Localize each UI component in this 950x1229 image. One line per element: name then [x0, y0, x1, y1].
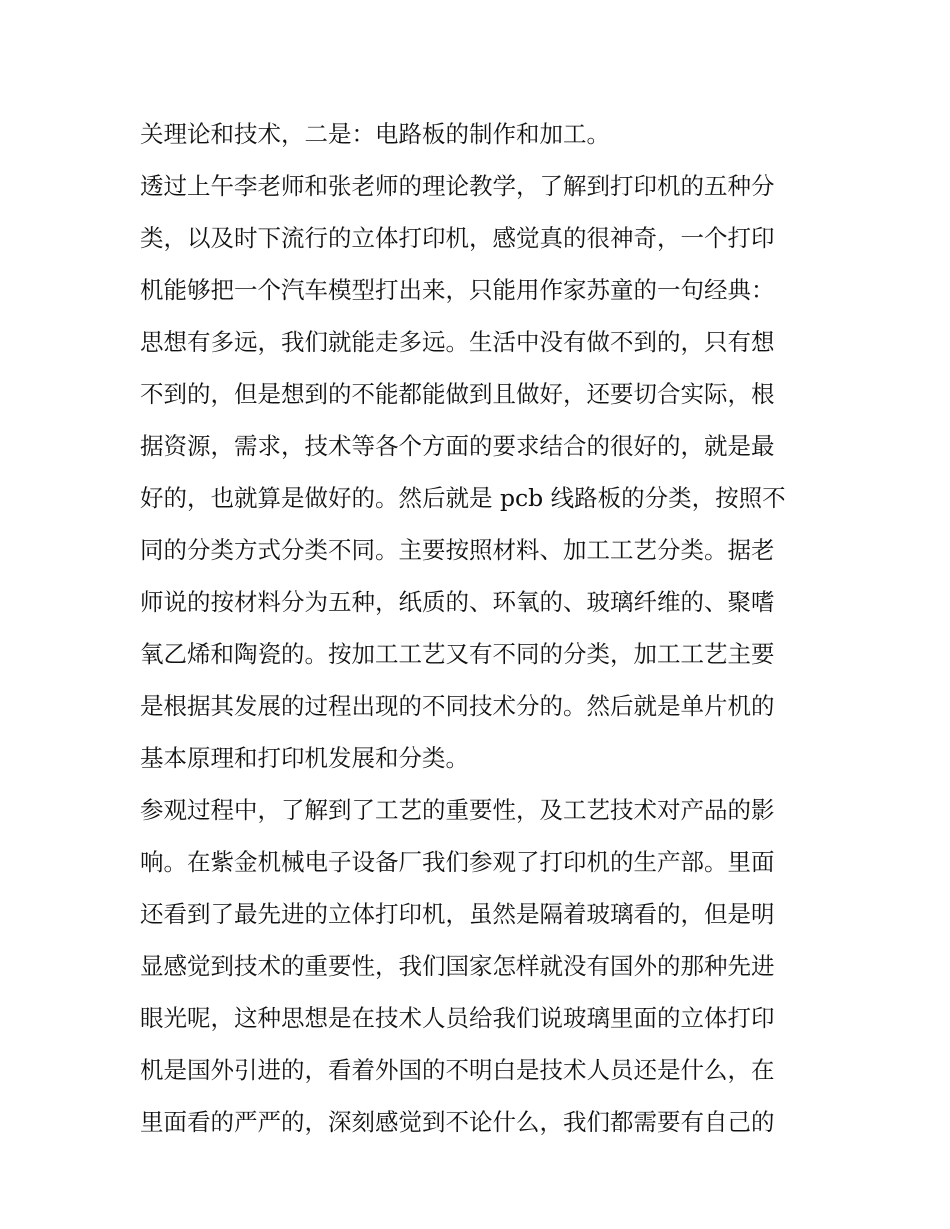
text-line: 眼光呢，这种思想是在技术人员给我们说玻璃里面的立体打印	[140, 1004, 775, 1032]
text-line: 关理论和技术，二是：电路板的制作和加工。	[140, 120, 610, 148]
text-line: 师说的按材料分为五种，纸质的、环氧的、玻璃纤维的、聚嗜	[140, 588, 775, 616]
text-line: 同的分类方式分类不同。主要按照材料、加工工艺分类。据老	[140, 536, 775, 564]
text-line: 里面看的严严的，深刻感觉到不论什么，我们都需要有自己的	[140, 1108, 775, 1136]
text-line: 据资源，需求，技术等各个方面的要求结合的很好的，就是最	[140, 432, 775, 460]
text-line: 氧乙烯和陶瓷的。按加工工艺又有不同的分类，加工工艺主要	[140, 640, 775, 668]
text-line: 不到的，但是想到的不能都能做到且做好，还要切合实际，根	[140, 380, 775, 408]
text-line: 思想有多远，我们就能走多远。生活中没有做不到的，只有想	[140, 328, 775, 356]
text-line: 好的，也就算是做好的。然后就是 pcb 线路板的分类，按照不	[140, 484, 786, 512]
text-line: 机能够把一个汽车模型打出来，只能用作家苏童的一句经典：	[140, 276, 775, 304]
text-line: 显感觉到技术的重要性，我们国家怎样就没有国外的那种先进	[140, 952, 775, 980]
text-line: 类，以及时下流行的立体打印机，感觉真的很神奇，一个打印	[140, 224, 775, 252]
text-line: 机是国外引进的，看着外国的不明白是技术人员还是什么，在	[140, 1056, 775, 1084]
text-line: 响。在紫金机械电子设备厂我们参观了打印机的生产部。里面	[140, 848, 775, 876]
text-line: 是根据其发展的过程出现的不同技术分的。然后就是单片机的	[140, 692, 775, 720]
text-line: 透过上午李老师和张老师的理论教学，了解到打印机的五种分	[140, 172, 775, 200]
text-line: 参观过程中，了解到了工艺的重要性，及工艺技术对产品的影	[140, 796, 775, 824]
text-line: 基本原理和打印机发展和分类。	[140, 744, 469, 772]
text-line: 还看到了最先进的立体打印机，虽然是隔着玻璃看的，但是明	[140, 900, 775, 928]
body-text	[140, 108, 820, 1148]
